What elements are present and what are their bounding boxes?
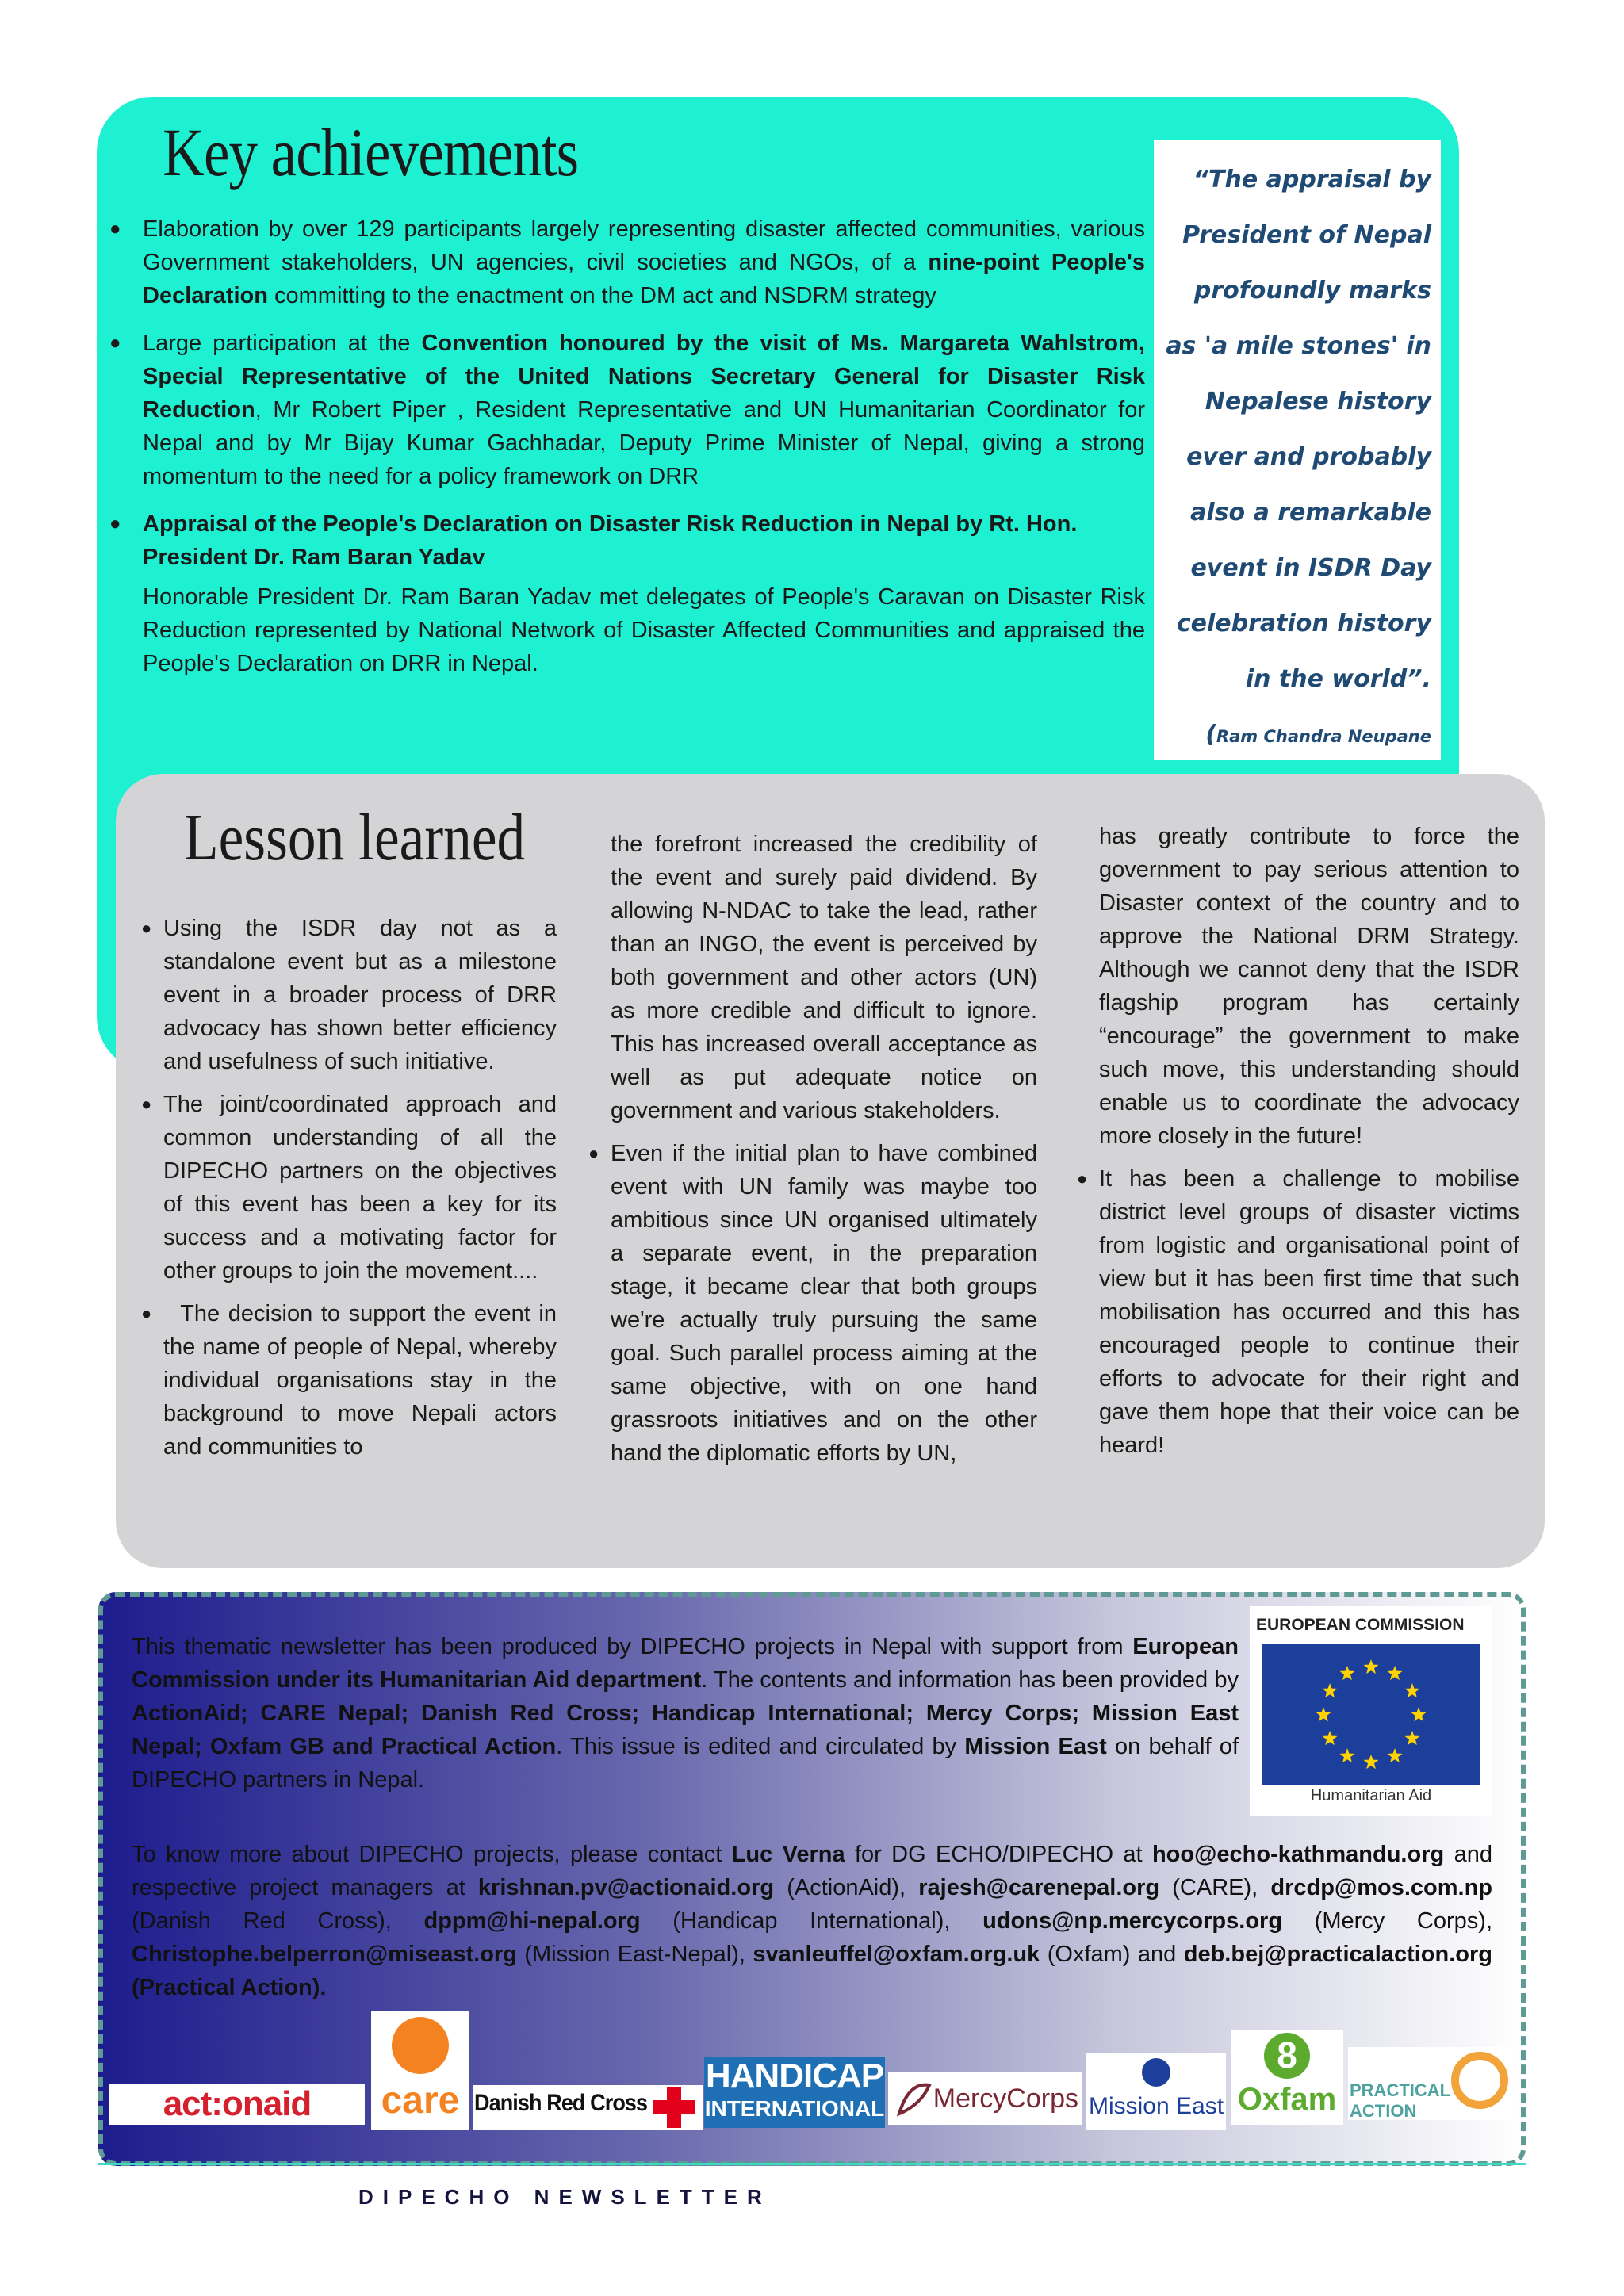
- email-link[interactable]: krishnan.pv@actionaid.org: [477, 1875, 775, 1900]
- lesson-column-1: [141, 912, 564, 1473]
- key-achievements-list: [109, 212, 1145, 695]
- bullet-icon: ●: [588, 1143, 599, 1163]
- bullet-icon: ●: [141, 1094, 152, 1114]
- bullet-icon: ●: [109, 332, 121, 354]
- lesson-column-3: [1077, 820, 1519, 1471]
- lesson-item: ● The joint/coordinated approach and common understanding of all the DIPECHO partners on the objectives of this event has been a key for its success and a motivating factor for other groups to join the movement....: [141, 1088, 557, 1288]
- ec-heading: EUROPEAN COMMISSION: [1256, 1616, 1465, 1634]
- bullet-icon: ●: [109, 218, 121, 239]
- care-sun-icon: [392, 2017, 449, 2074]
- care-logo: care: [371, 2011, 469, 2130]
- email-link[interactable]: svanleuffel@oxfam.org.uk: [753, 1942, 1040, 1967]
- email-link[interactable]: rajesh@carenepal.org: [918, 1875, 1160, 1900]
- oxfam-mark-icon: 8: [1264, 2033, 1310, 2079]
- danish-red-cross-logo: Danish Red Cross: [473, 2085, 703, 2130]
- credits-paragraph: This thematic newsletter has been produced by DIPECHO projects in Nepal with support from European Commission under its Humanitarian Aid department. The contents and information has been provided by ActionAid; CARE Nepal; Danish Red Cross; Handicap International; Mercy Corps; Mission East Nepal; Oxfam GB and Practical Action. This issue is edited and circulated by Mission East on behalf of DIPECHO partners in Nepal.: [132, 1634, 1239, 1793]
- lesson-learned-title: Lesson learned: [184, 801, 526, 874]
- lesson-item: ● Even if the initial plan to have combined event with UN family was maybe too ambitious since UN organised ultimately a separate event, in the preparation stage, it became clear that both groups we're actually truly pursuing the same goal. Such parallel process aiming at the same objective, with on one hand grassroots initiatives and on the other hand the diplomatic efforts by UN,: [588, 1137, 1037, 1470]
- bullet-icon: ●: [1077, 1169, 1088, 1188]
- lesson-item: ● Using the ISDR day not as a standalone event but as a milestone event in a broader process of DRR advocacy has shown better efficiency and usefulness of such initiative.: [141, 912, 557, 1078]
- achievement-item: ● Large participation at the Convention honoured by the visit of Ms. Margareta Wahlstrom, Special Representative of the United Nations Secretary General for Disaster Risk Reduction, Mr Robert Piper , Resident Representative and UN Humanitarian Coordinator for Nepal and by Mr Bijay Kumar Gachhadar, Deputy Prime Minister of Nepal, giving a strong momentum to the need for a policy framework on DRR: [109, 327, 1145, 493]
- key-achievements-title: Key achievements: [163, 114, 579, 190]
- email-link[interactable]: Christophe.belperron@miseast.org: [132, 1942, 517, 1967]
- newsletter-footer: DIPECHO NEWSLETTER: [358, 2185, 772, 2209]
- quote-box: [1154, 140, 1441, 760]
- quote-text: “The appraisal by President of Nepal profoundly marks as 'a mile stones' in Nepalese history ever and probably also a remarkable event in ISDR Day celebration history in the world”.: [1166, 166, 1431, 693]
- achievement-item: ● Elaboration by over 129 participants largely representing disaster affected communities, various Government stakeholders, UN agencies, civil societies and NGOs, of a nine-point People's Declaration committing to the enactment on the DM act and NSDRM strategy: [109, 212, 1145, 312]
- mercy-corps-leaf-icon: [893, 2079, 934, 2120]
- practical-action-logo: PRACTICAL ACTION: [1348, 2047, 1518, 2120]
- email-link[interactable]: deb.bej@practicalaction.org (Practical Action).: [132, 1942, 1492, 2000]
- actionaid-logo: act:onaid: [109, 2084, 365, 2125]
- eu-flag-icon: [1262, 1644, 1480, 1785]
- european-commission-logo: [1250, 1606, 1492, 1816]
- email-link[interactable]: hoo@echo-kathmandu.org: [1151, 1842, 1445, 1867]
- email-link[interactable]: drcdp@mos.com.np: [1270, 1875, 1492, 1900]
- handicap-international-logo: HANDICAP INTERNATIONAL: [704, 2057, 885, 2128]
- bullet-icon: ●: [109, 513, 121, 534]
- ec-caption: Humanitarian Aid: [1310, 1787, 1432, 1804]
- bullet-icon: ●: [141, 1303, 152, 1323]
- achievement-item: ● Appraisal of the People's Declaration on Disaster Risk Reduction in Nepal by Rt. Hon. President Dr. Ram Baran Yadav Honorable President Dr. Ram Baran Yadav met delegates of People's Caravan on Disaster Risk Reduction represented by National Network of Disaster Affected Communities and appraised the People's Declaration on DRR in Nepal.: [109, 507, 1145, 680]
- email-link[interactable]: udons@np.mercycorps.org: [982, 1908, 1283, 1934]
- mission-east-globe-icon: [1142, 2058, 1170, 2087]
- lesson-column-2: [588, 828, 1037, 1479]
- red-cross-icon: [652, 2085, 696, 2130]
- bullet-icon: ●: [141, 918, 152, 938]
- lesson-item: ● It has been a challenge to mobilise district level groups of disaster victims from logistic and organisational point of view but it has been first time that such mobilisation has occurred and this has encouraged people to continue their efforts to advocate for their right and gave them hope that their voice can be heard!: [1077, 1162, 1519, 1462]
- mercy-corps-logo: MercyCorps: [888, 2072, 1082, 2125]
- bottom-divider: [98, 2163, 1526, 2165]
- lesson-item: ● The decision to support the event in the name of people of Nepal, whereby individual organisations stay in the background to move Nepali actors and communities to: [141, 1297, 557, 1464]
- lesson-continuation: has greatly contribute to force the government to pay serious attention to Disaster context of the country and to approve the National DRM Strategy. Although we cannot deny that the ISDR flagship program has certainly “encourage” the government to make such move, this understanding should enable us to coordinate the advocacy more closely in the future!: [1099, 824, 1519, 1149]
- oxfam-logo: 8 Oxfam: [1231, 2030, 1343, 2125]
- lesson-continuation: the forefront increased the credibility of the event and surely paid dividend. By allowing N-NDAC to take the lead, rather than an INGO, the event is perceived by both government and other actors (UN) as more credible and difficult to ignore. This has increased overall acceptance as well as put adequate notice on government and various stakeholders.: [611, 832, 1037, 1123]
- contacts-paragraph: To know more about DIPECHO projects, please contact Luc Verna for DG ECHO/DIPECHO at hoo@echo-kathmandu.org and respective project managers at krishnan.pv@actionaid.org (ActionAid), rajesh@carenepal.org (CARE), drcdp@mos.com.np (Danish Red Cross), dppm@hi-nepal.org (Handicap International), udons@np.mercycorps.org (Mercy Corps), Christophe.belperron@miseast.org (Mission East-Nepal), svanleuffel@oxfam.org.uk (Oxfam) and deb.bej@practicalaction.org (Practical Action).: [132, 1842, 1492, 2000]
- mission-east-logo: Mission East: [1086, 2053, 1226, 2130]
- email-link[interactable]: dppm@hi-nepal.org: [423, 1908, 641, 1934]
- quote-attribution: (Ram Chandra Neupane: [1205, 721, 1431, 748]
